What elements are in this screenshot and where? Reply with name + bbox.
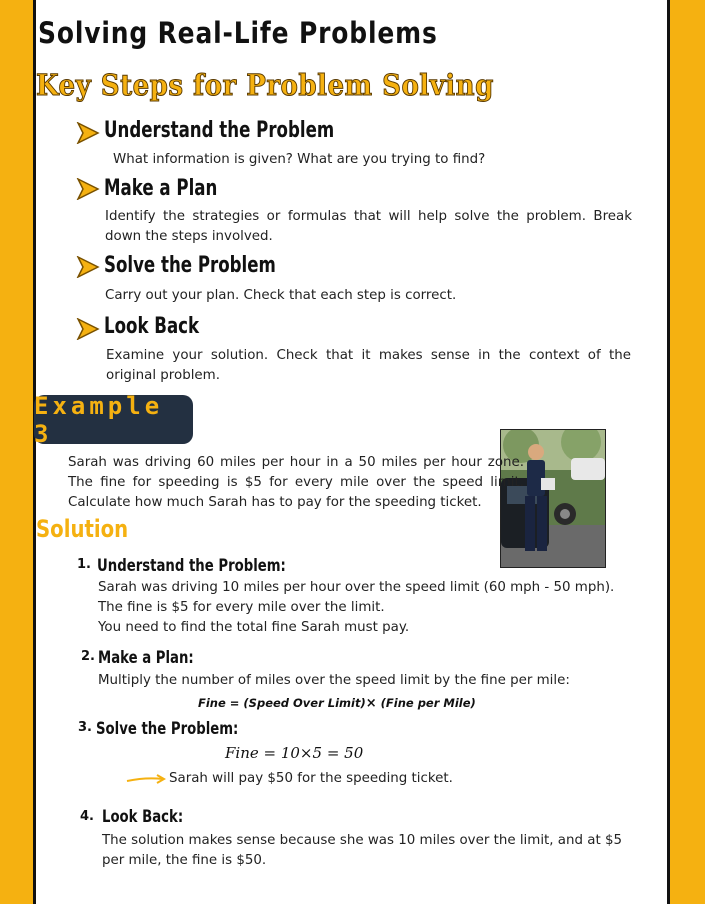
step-text-solve: Carry out your plan. Check that each step is correct.	[105, 288, 457, 303]
item-number: 2.	[81, 649, 95, 664]
item-number: 4.	[80, 809, 94, 824]
solution-heading-solve: Solve the Problem:	[96, 719, 239, 739]
solution-title: Solution	[36, 515, 129, 543]
step-text-understand: What information is given? What are you trying to find?	[113, 152, 486, 167]
solution-line: Sarah was driving 10 miles per hour over the speed limit (60 mph - 50 mph).	[98, 580, 615, 595]
solution-line: You need to find the total fine Sarah must pay.	[98, 620, 410, 635]
step-heading-lookback: Look Back	[104, 314, 200, 339]
arrow-right-icon	[126, 772, 166, 786]
example-badge	[34, 391, 193, 448]
solution-heading-plan: Make a Plan:	[98, 648, 194, 668]
solution-text-lookback: The solution makes sense because she was 10 miles over the limit, and at $5 per mile, the fine is $50.	[102, 833, 622, 868]
answer-text: Sarah will pay $50 for the speeding ticket.	[169, 771, 453, 786]
formula-left: Fine = (Speed Over Limit)	[198, 696, 366, 710]
arrow-bullet-icon	[76, 122, 100, 144]
solution-heading-understand: Understand the Problem:	[97, 556, 286, 576]
solution-heading-lookback: Look Back:	[102, 807, 184, 827]
solution-line: Multiply the number of miles over the speed limit by the fine per mile:	[98, 673, 570, 688]
page-title: Solving Real-Life Problems	[38, 16, 438, 50]
step-heading-solve: Solve the Problem	[104, 253, 276, 278]
example-label: Example 3	[34, 391, 164, 448]
formula	[198, 696, 476, 711]
item-number: 3.	[78, 720, 92, 735]
step-heading-plan: Make a Plan	[104, 176, 218, 201]
step-text-plan: Identify the strategies or formulas that will help solve the problem. Break down the steps involved.	[105, 209, 632, 244]
arrow-bullet-icon	[76, 318, 100, 340]
item-number: 1.	[77, 557, 91, 572]
arrow-bullet-icon	[76, 256, 100, 278]
formula-right: (Fine per Mile)	[376, 696, 476, 710]
example-problem-text: Sarah was driving 60 miles per hour in a 50 miles per hour zone. The fine for speeding is $5 for every mile over the speed limit. Calculate how much Sarah has to pay for the speeding ticket.	[68, 455, 524, 510]
solution-line: The fine is $5 for every mile over the limit.	[98, 600, 385, 615]
step-heading-understand: Understand the Problem	[104, 118, 335, 143]
arrow-bullet-icon	[76, 178, 100, 200]
step-text-lookback: Examine your solution. Check that it makes sense in the context of the original problem.	[106, 348, 631, 383]
section-subtitle: Key Steps for Problem Solving	[36, 68, 494, 102]
multiply-sign: ×	[365, 696, 377, 711]
math-equation: Fine = 10×5 = 50	[225, 744, 364, 762]
